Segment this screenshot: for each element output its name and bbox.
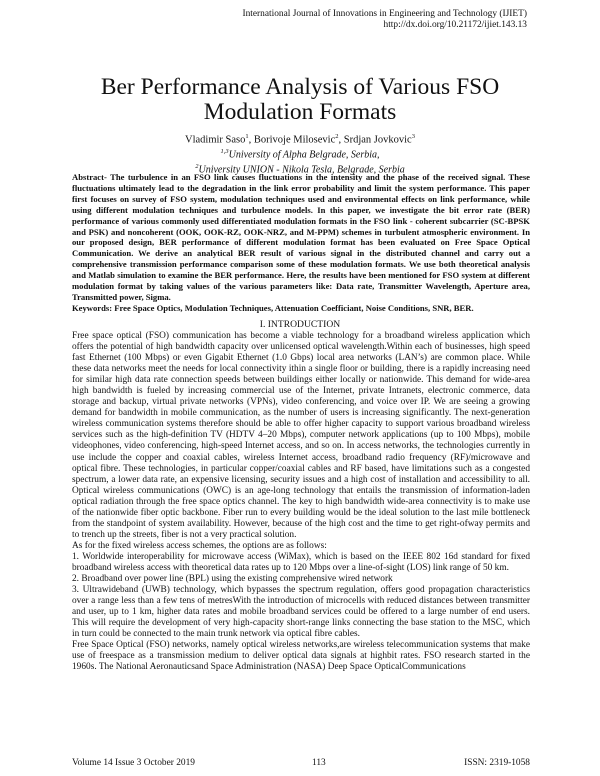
author-names bbox=[0, 131, 600, 146]
paragraph: Free space optical (FSO) communication has become a viable technology for a broadband wireless application which offers the potential of high bandwidth capacity over unlicensed optical wavelength.Within each of businesses, high speed fast Ethernet (100 Mbps) or even Gigabit Ethernet (1.0 Gbps) local area networks (LAN’s) are common place. While these data networks meet the needs for local connectivity ithin a single floor or building, there is a rapidly increasing need for similar high data rate connection speeds between buildings either locally or nationwide. This demand for wide-area high bandwidth is fueled by increasing commercial use of the Internet, private Intranets, electronic commerce, data storage and backup, virtual private networks (VPNs), video conferencing, and voice over IP. We are seeing a growing demand for bandwidth in mobile communication, as the number of users is increasing significantly. The next-generation wireless communication systems therefore should be able to offer higher capacity to support various broadband wireless services such as the high-definition TV (HDTV 4–20 Mbps), computer network applications (up to 100 Mbps), mobile videophones, video conferencing, high-speed Internet access, and so on. In access networks, the technologies currently in use include the copper and coaxial cables, wireless Internet access, broadband radio frequency (RF)/microwave and optical fibre. These technologies, in particular copper/coaxial cables and RF based, have limitations such as a congested spectrum, a lower data rate, an expensive licensing, security issues and a high cost of installation and accessibility to all. Optical wireless communications (OWC) is an age-long technology that entails the transmission of information-laden optical radiation through the free space optics channel. The key to high bandwidth wide-area connectivity is to make use of the nationwide fiber optic backbone. Fiber run to every building would be the ideal solution to the last mile bottleneck from the standpoint of system availability. However, because of the high cost and the time to get right-ofway permits and to trench up the streets, fiber is not a very practical solution. bbox=[72, 331, 530, 540]
paragraph: 3. Ultrawideband (UWB) technology, which bypasses the spectrum regulation, offers good propagation characteristics over a range less than a few tens of metresWith the introduction of microcells with reduced distances between transmitter and user, up to 1 km, higher data rates and mobile broadband services could be offered to a large number of end users. This will require the development of very high-capacity short-range links connecting the base station to the MSC, which in turn could be connected to the main trunk network via optical fibre cables. bbox=[72, 585, 530, 640]
author-block bbox=[0, 131, 600, 176]
journal-header bbox=[242, 9, 527, 31]
paragraph: 2. Broadband over power line (BPL) using the existing comprehensive wired network bbox=[72, 574, 393, 585]
affiliation-2: $^2$University UNION - Nikola Tesla, Belgrade, Serbia bbox=[195, 162, 405, 176]
author-1-sup: 1 bbox=[245, 133, 249, 140]
author-2-sup: 2 bbox=[335, 133, 339, 140]
journal-name: International Journal of Innovations in Engineering and Technology (IJIET) bbox=[242, 9, 527, 19]
author-3: , Srdjan Jovkovic bbox=[338, 134, 412, 146]
paragraph: As for the fixed wireless access schemes, the options are as follows: bbox=[72, 540, 327, 551]
keywords: Keywords: Free Space Optics, Modulation Techniques, Attenuation Coefficiant, Noise Conditions, SNR, BER. bbox=[72, 302, 474, 313]
section-heading: I. INTRODUCTION bbox=[259, 319, 341, 330]
doi-link[interactable]: http://dx.doi.org/10.21172/ijiet.143.13 bbox=[383, 20, 527, 30]
title-line-1: Ber Performance Analysis of Various FSO bbox=[100, 74, 500, 100]
abstract bbox=[72, 172, 530, 314]
footer-page-number: 113 bbox=[312, 758, 326, 768]
paragraph: 1. Worldwide interoperability for microwave access (WiMax), which is based on the IEEE 802 16d standard for fixed broadband wireless access with theoretical data rates up to 120 Mbps over a line-of-sight (LOS) link range of 50 km. bbox=[72, 551, 530, 573]
footer-volume: Volume 14 Issue 3 October 2019 bbox=[72, 758, 195, 768]
introduction-body bbox=[72, 331, 530, 673]
footer-issn: ISSN: 2319-1058 bbox=[464, 758, 530, 768]
title-line-2: Modulation Formats bbox=[203, 99, 397, 125]
author-2: , Borivoje Milosevic bbox=[248, 134, 336, 146]
author-1: Vladimir Saso bbox=[185, 134, 246, 146]
paragraph: Free Space Optical (FSO) networks, namely optical wireless networks,are wireless telecommunication systems that make use of freespace as a transmission medium to deliver optical data signals at highbit rates. FSO research started in the 1960s. The National Aeronauticsand Space Administration (NASA) Deep Space OpticalCommunications bbox=[72, 640, 530, 673]
abstract-text: Abstract- The turbulence in an FSO link causes fluctuations in the intensity and the phase of the received signal. These fluctuations ultimately lead to the degradation in the link error probability and limit the system performance. This paper first focuses on survey of FSO system, modulation techniques used and environmental effects on link performance, while using different modulation techniques and turbulence models. In this paper, we investigate the bit error rate (BER) performance of various commonly used differentiated modulation formats in the FSO link - coherent subcarrier (SC-BPSK and PSK) and noncoherent (OOK, OOK-RZ, OOK-NRZ, and M-PPM) schemes in turbulent atmospheric environment. In our proposed design, BER performance of different modulation format has been evaluated on Free Space Optical Communication. We derive an analytical BER result of various signal in the distributed channel and carry out a comprehensive transmission performance comparison some of these modulation formats. We use both theoretical analysis and Matlab simulation to examine the BER performance. Here, the results have been mentioned for FSO system at different modulation format by taking values of the various parameters like: Data rate, Transmitter Wavelength, Aperture area, Transmitted power, Sigma. bbox=[72, 172, 530, 302]
affiliation-1: $^{1,3}$University of Alpha Belgrade, Serbia, bbox=[220, 148, 380, 161]
author-3-sup: 3 bbox=[411, 133, 415, 140]
paper-title bbox=[0, 75, 600, 125]
